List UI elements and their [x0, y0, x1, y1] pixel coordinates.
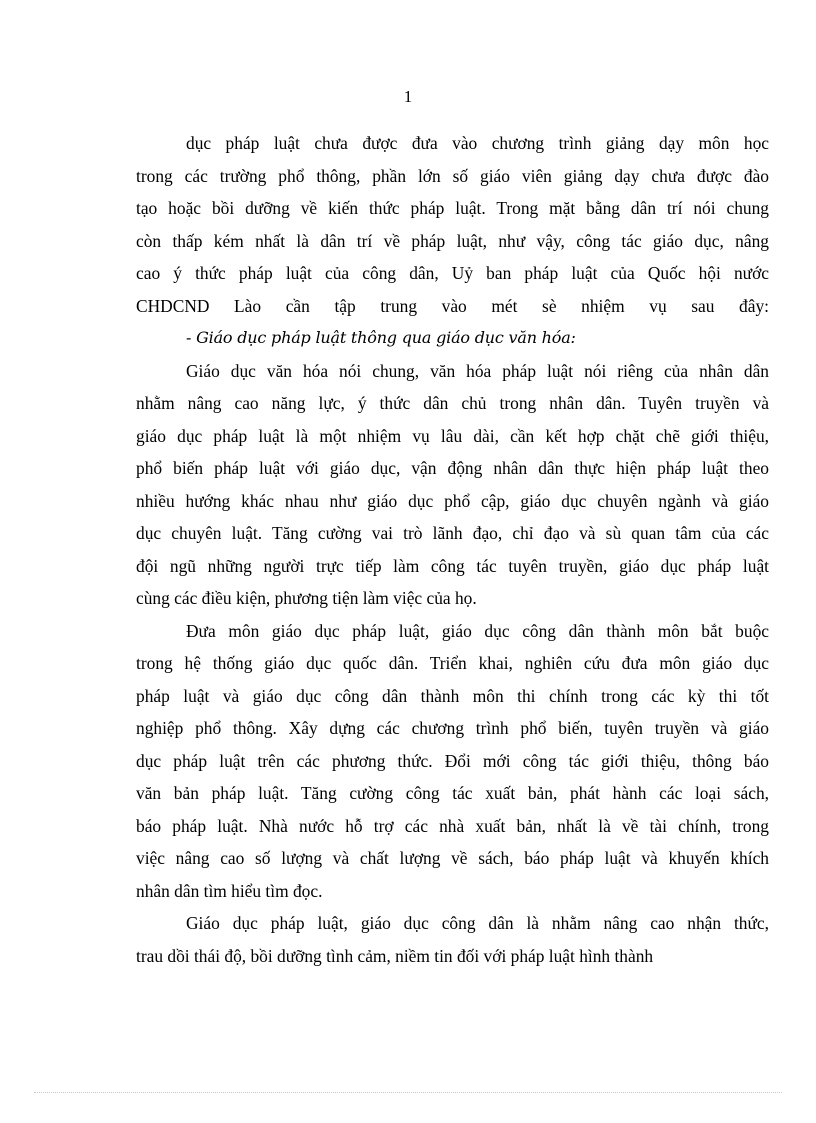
paragraph-line: nhiều hướng khác nhau như giáo dục phổ cập, giáo dục chuyên ngành và giáo [136, 490, 769, 511]
paragraph-line: việc nâng cao số lượng và chất lượng về sách, báo pháp luật và khuyến khích [136, 848, 769, 868]
paragraph-line: báo pháp luật. Nhà nước hỗ trợ các nhà xuất bản, nhất là về tài chính, trong [136, 815, 769, 836]
paragraph-line: trong các trường phổ thông, phần lớn số giáo viên giảng dạy chưa được đào [136, 165, 769, 186]
paragraph-line: giáo dục pháp luật là một nhiệm vụ lâu dài, cần kết hợp chặt chẽ giới thiệu, [136, 425, 769, 446]
paragraph-line: dục chuyên luật. Tăng cường vai trò lãnh đạo, chỉ đạo và sù quan tâm của các [136, 523, 769, 543]
paragraph-line: phổ biến pháp luật với giáo dục, vận động nhân dân thực hiện pháp luật theo [136, 458, 769, 478]
paragraph-line: Giáo dục pháp luật, giáo dục công dân là nhằm nâng cao nhận thức, [186, 913, 769, 933]
body-text [136, 127, 769, 972]
page-number: 1 [403, 87, 413, 106]
paragraph-line: CHDCND Lào cần tập trung vào mét sè nhiệm vụ sau đây: [136, 295, 769, 316]
paragraph-line: nghiệp phổ thông. Xây dựng các chương trình phổ biến, tuyên truyền và giáo [136, 718, 769, 738]
paragraph-line: dục pháp luật trên các phương thức. Đổi mới công tác giới thiệu, thông báo [136, 750, 769, 771]
section-heading: - Giáo dục pháp luật thông qua giáo dục văn hóa: [186, 328, 576, 347]
paragraph-line: đội ngũ những người trực tiếp làm công tác tuyên truyền, giáo dục pháp luật [136, 555, 769, 576]
paragraph-line: trong hệ thống giáo dục quốc dân. Triển khai, nghiên cứu đưa môn giáo dục [136, 653, 769, 673]
paragraph-line: tạo hoặc bồi dưỡng về kiến thức pháp luật. Trong mặt bằng dân trí nói chung [136, 198, 769, 218]
paragraph-line: nhân dân tìm hiểu tìm đọc. [136, 880, 323, 901]
paragraph-line: trau dồi thái độ, bồi dưỡng tình cảm, niềm tin đối với pháp luật hình thành [136, 945, 654, 966]
paragraph-line: văn bản pháp luật. Tăng cường công tác xuất bản, phát hành các loại sách, [136, 783, 769, 803]
paragraph-line: pháp luật và giáo dục công dân thành môn thi chính trong các kỳ thi tốt [136, 685, 769, 706]
page-bottom-divider [34, 1092, 782, 1093]
paragraph-line: Giáo dục văn hóa nói chung, văn hóa pháp luật nói riêng của nhân dân [186, 360, 769, 381]
paragraph-line: còn thấp kém nhất là dân trí về pháp luật, như vậy, công tác giáo dục, nâng [136, 230, 769, 251]
paragraph-line: nhằm nâng cao năng lực, ý thức dân chủ trong nhân dân. Tuyên truyền và [136, 393, 769, 413]
paragraph-line: cao ý thức pháp luật của công dân, Uỷ ban pháp luật của Quốc hội nước [136, 263, 769, 283]
paragraph-line: Đưa môn giáo dục pháp luật, giáo dục công dân thành môn bắt buộc [186, 620, 769, 641]
paragraph-line: dục pháp luật chưa được đưa vào chương trình giảng dạy môn học [186, 133, 769, 153]
paragraph-line: cùng các điều kiện, phương tiện làm việc của họ. [136, 588, 477, 608]
